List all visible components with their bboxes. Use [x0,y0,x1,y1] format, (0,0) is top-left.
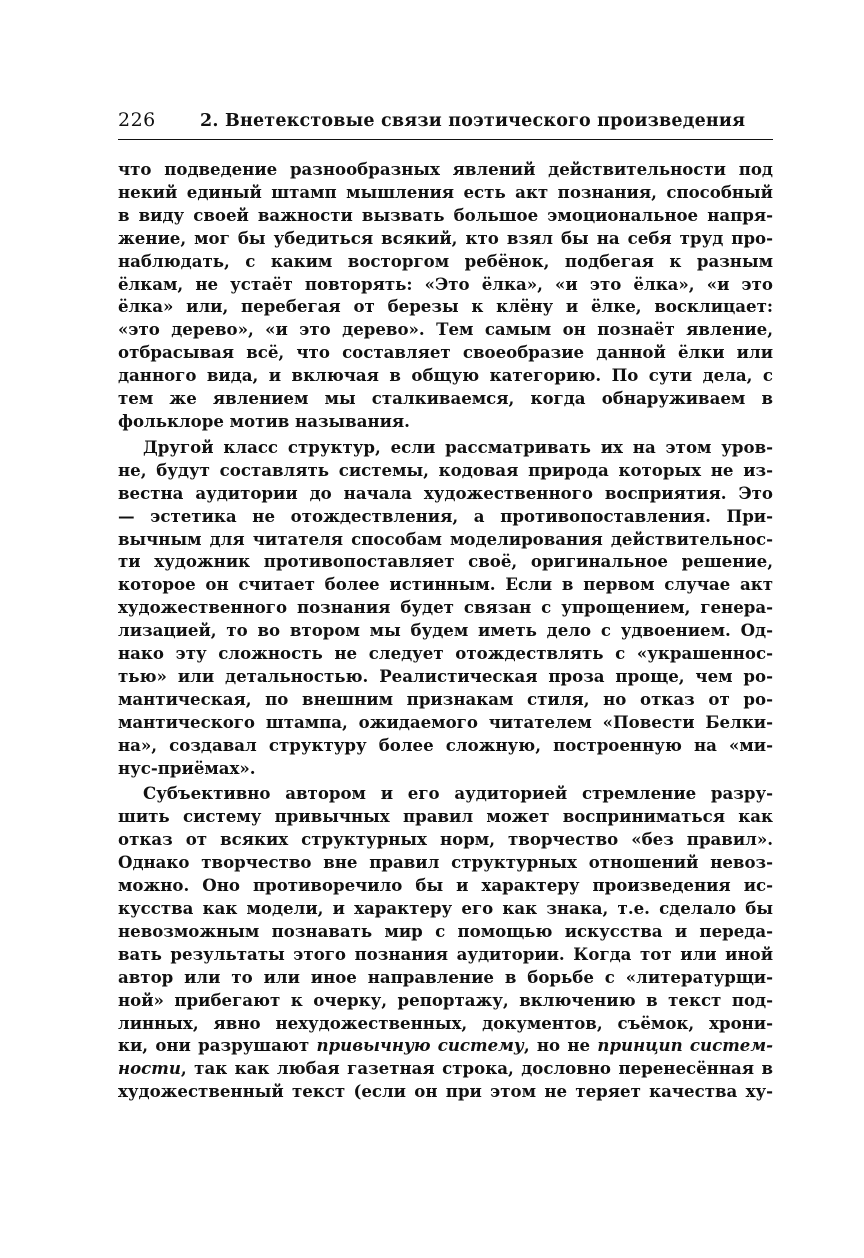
text-line: не, будут составлять системы, кодовая природа которых не из- [118,459,773,480]
text-line: вать результаты этого познания аудитории. Когда тот или иной [118,943,773,964]
text-line: художественный текст (если он при этом не теряет качества ху- [118,1081,773,1102]
text-line: ёлка» или, перебегая от березы к клёну и ёлке, восклицает: [118,296,773,317]
emphasis-run: принцип систем- [597,1035,773,1056]
paragraph-3 [118,782,773,1103]
text-line: художественного познания будет связан с упрощением, генера- [118,597,773,618]
text-line: в виду своей важности вызвать большое эмоциональное напря- [118,204,773,225]
text-run: ки, они разрушают [118,1035,317,1056]
paragraph-2 [118,436,773,780]
text-line: линных, явно нехудожественных, документов, съёмок, хрони- [118,1012,773,1033]
text-line: наблюдать, с каким восторгом ребёнок, подбегая к разным [118,250,773,271]
text-line: тем же явлением мы сталкиваемся, когда обнаруживаем в [118,388,773,409]
text-line: данного вида, и включая в общую категорию. По сути дела, с [118,365,773,386]
text-line: — эстетика не отождествления, а противопоставления. При- [118,505,773,526]
text-line: «это дерево», «и это дерево». Тем самым он познаёт явление, [118,319,773,340]
text-line: ной» прибегают к очерку, репортажу, включению в текст под- [118,989,773,1010]
text-line: отказ от всяких структурных норм, творчество «без правил». [118,829,773,850]
body-text [118,158,773,1103]
text-line: шить систему привычных правил может восприниматься как [118,806,773,827]
text-line: Другой класс структур, если рассматривать их на этом уров- [143,436,773,457]
text-line: отбрасывая всё, что составляет своеобразие данной ёлки или [118,342,773,363]
text-line: на», создавал структуру более сложную, построенную на «ми- [118,734,773,755]
text-line: невозможным познавать мир с помощью искусства и переда- [118,920,773,941]
text-line: ти художник противопоставляет своё, оригинальное решение, [118,551,773,572]
text-line: можно. Оно противоречило бы и характеру произведения ис- [118,875,773,896]
text-line: вестна аудитории до начала художественного восприятия. Это [118,482,773,503]
text-line: жение, мог бы убедиться всякий, кто взял бы на себя труд про- [118,227,773,248]
emphasis-run: ности [118,1058,181,1079]
text-line: нако эту сложность не следует отождествлять с «украшеннос- [118,643,773,664]
text-line-mixed [118,1034,773,1057]
text-line: лизацией, то во втором мы будем иметь дело с удвоением. Од- [118,620,773,641]
chapter-title: 2. Внетекстовые связи поэтического произведения [200,111,746,131]
text-line: некий единый штамп мышления есть акт познания, способный [118,181,773,202]
paragraph-1 [118,158,773,433]
text-run: , так как любая газетная строка, дословно перенесённая в [180,1058,773,1079]
emphasis-run: привычную систему [316,1035,524,1056]
page-number: 226 [118,109,156,131]
text-line: тью» или детальностью. Реалистическая проза проще, чем ро- [118,665,773,686]
text-line: фольклоре мотив называния. [118,410,410,431]
text-run: , но не [523,1035,598,1056]
text-line: Субъективно автором и его аудиторией стремление разру- [143,783,773,804]
text-line: Однако творчество вне правил структурных отношений невоз- [118,852,773,873]
text-line: мантическая, по внешним признакам стиля, но отказ от ро- [118,688,773,709]
text-line: ёлкам, не устаёт повторять: «Это ёлка», «и это ёлка», «и это [118,273,773,294]
text-line: которое он считает более истинным. Если в первом случае акт [118,574,773,595]
book-page [118,105,773,1103]
text-line: автор или то или иное направление в борьбе с «литературщи- [118,966,773,987]
text-line-mixed [118,1057,773,1080]
text-line: кусства как модели, и характеру его как знака, т.е. сделало бы [118,898,773,918]
running-head [118,105,773,140]
text-line: нус-приёмах». [118,757,256,778]
text-line: мантического штампа, ожидаемого читателем «Повести Белки- [118,711,773,732]
text-line: что подведение разнообразных явлений действительности под [118,159,773,179]
text-line: вычным для читателя способам моделирования действительнос- [118,528,773,549]
